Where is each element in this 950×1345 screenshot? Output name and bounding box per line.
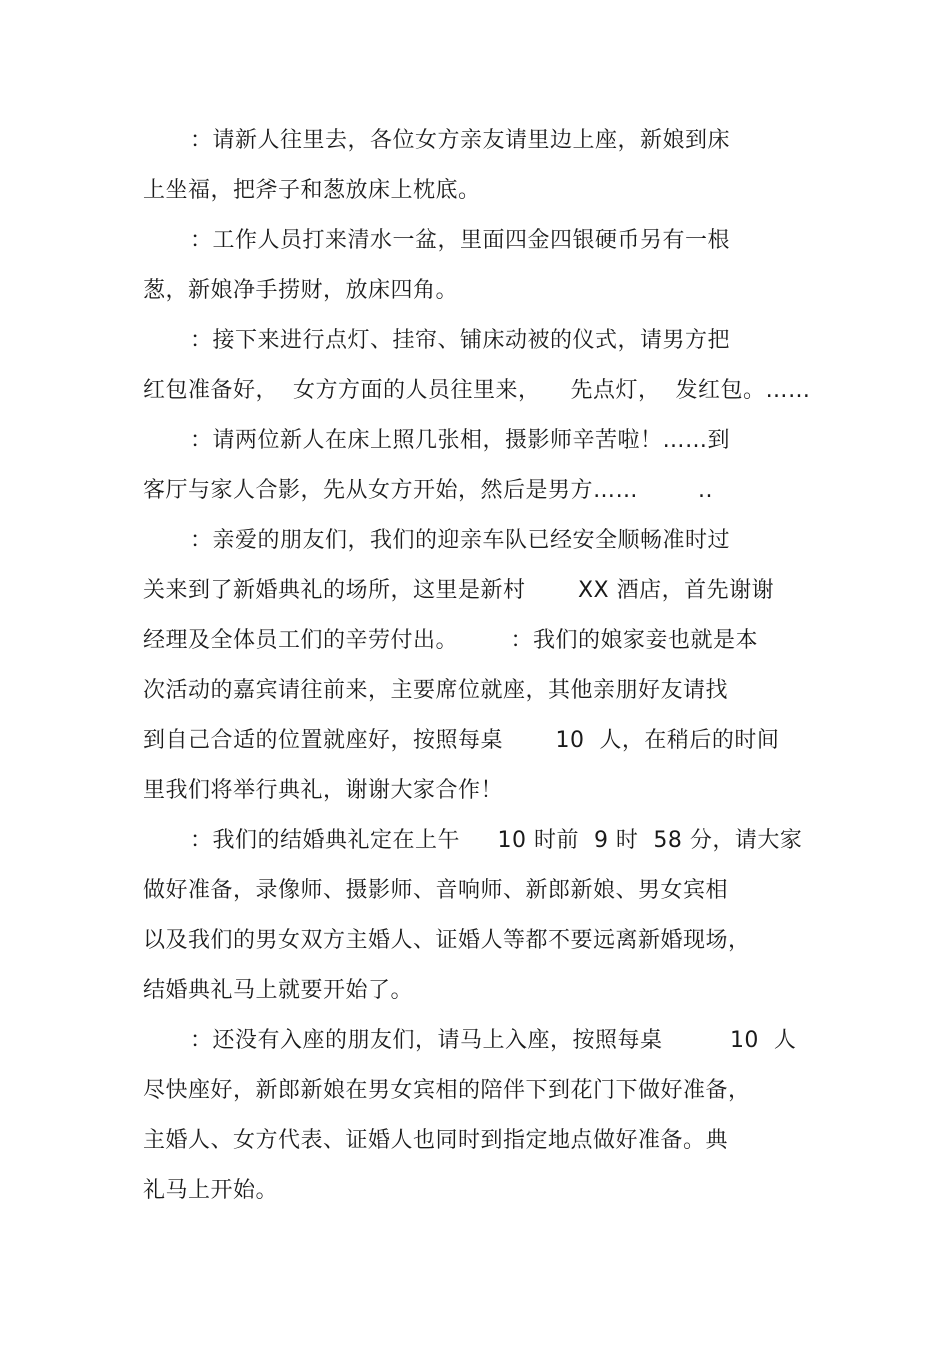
text-line-21: 主婚人、女方代表、证婚人也同时到指定地点做好准备。典	[143, 1128, 729, 1153]
text-line-1: ：请新人往里去，各位女方亲友请里边上座，新娘到床	[190, 128, 731, 153]
text-line-16: 做好准备，录像师、摄影师、音响师、新郎新娘、男女宾相	[143, 878, 729, 903]
text-line-6: 红包准备好， 女方方面的人员往里来， 先点灯， 发红包。……	[143, 378, 811, 403]
text-line-20: 尽快座好，新郎新娘在男女宾相的陪伴下到花门下做好准备，	[143, 1078, 751, 1103]
text-line-19: ：还没有入座的朋友们，请马上入座，按照每桌 10 人	[190, 1028, 797, 1053]
text-line-11: 经理及全体员工们的辛劳付出。 ：我们的娘家妾也就是本	[143, 628, 758, 653]
text-line-9: ：亲爱的朋友们，我们的迎亲车队已经安全顺畅准时过	[190, 528, 731, 553]
text-line-4: 葱，新娘净手捞财，放床四角。	[143, 278, 459, 303]
text-line-7: ：请两位新人在床上照几张相，摄影师辛苦啦！……到	[190, 428, 731, 453]
text-line-8: 客厅与家人合影，先从女方开始，然后是男方…… ..	[143, 478, 713, 503]
text-line-15: ：我们的结婚典礼定在上午 10 时前 9 时 58 分，请大家	[190, 828, 803, 853]
text-line-2: 上坐福，把斧子和葱放床上枕底。	[143, 178, 481, 203]
text-line-13: 到自己合适的位置就座好，按照每桌 10 人，在稍后的时间	[143, 728, 780, 753]
text-line-10: 关来到了新婚典礼的场所，这里是新村 XX 酒店，首先谢谢	[143, 578, 775, 603]
text-line-14: 里我们将举行典礼，谢谢大家合作！	[143, 778, 504, 803]
text-line-17: 以及我们的男女双方主婚人、证婚人等都不要远离新婚现场，	[143, 928, 751, 953]
text-line-5: ：接下来进行点灯、挂帘、铺床动被的仪式，请男方把	[190, 328, 731, 353]
text-line-12: 次活动的嘉宾请往前来，主要席位就座，其他亲朋好友请找	[143, 678, 729, 703]
text-line-3: ：工作人员打来清水一盆，里面四金四银硬币另有一根	[190, 228, 731, 253]
text-line-22: 礼马上开始。	[143, 1178, 279, 1203]
text-line-18: 结婚典礼马上就要开始了。	[143, 978, 414, 1003]
